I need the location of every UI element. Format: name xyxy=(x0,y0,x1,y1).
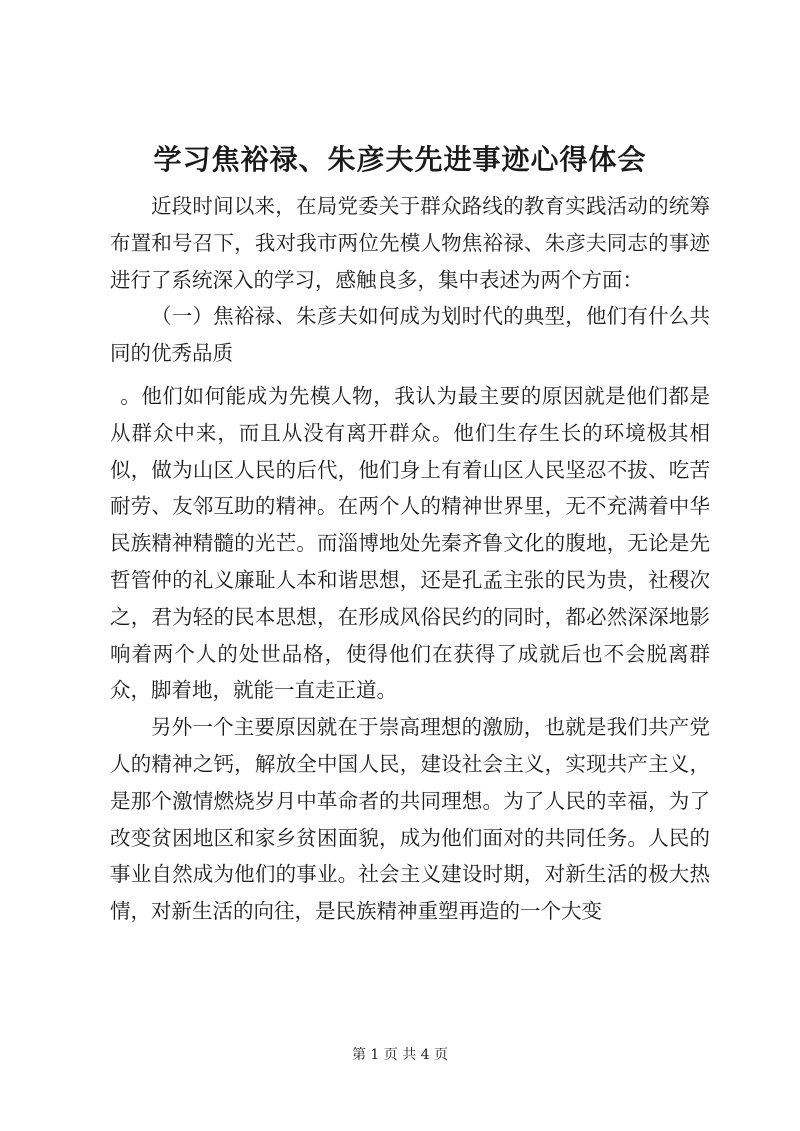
document-body xyxy=(110,188,710,930)
page-footer: 第 1 页 共 4 页 xyxy=(351,1047,449,1063)
paragraph-intro: 近段时间以来，在局党委关于群众路线的教育实践活动的统筹布置和号召下，我对我市两位先模人物焦裕禄、朱彦夫同志的事迹进行了系统深入的学习，感触良多，集中表述为两个方面： xyxy=(110,194,710,292)
paragraph-reason-two: 另外一个主要原因就在于崇高理想的激励，也就是我们共产党人的精神之钙，解放全中国人民，建设社会主义，实现共产主义，是那个激情燃烧岁月中革命者的共同理想。为了人民的幸福，为了改变贫困地区和家乡贫困面貌，成为他们面对的共同任务。人民的事业自然成为他们的事业。社会主义建设时期，对新生活的极大热情，对新生活的向往，是民族精神重塑再造的一个大变 xyxy=(110,715,710,924)
paragraph-section-heading: （一）焦裕禄、朱彦夫如何成为划时代的典型，他们有什么共同的优秀品质 xyxy=(110,304,710,366)
document-title: 学习焦裕禄、朱彦夫先进事迹心得体会 xyxy=(153,143,647,176)
paragraph-reason-one: 。他们如何能成为先模人物，我认为最主要的原因就是他们都是从群众中来，而且从没有离开群众。他们生存生长的环境极其相似，做为山区人民的后代，他们身上有着山区人民坚忍不拔、吃苦耐劳、友邻互助的精神。在两个人的精神世界里，无不充满着中华民族精神精髓的光芒。而淄博地处先秦齐鲁文化的腹地，无论是先哲管仲的礼义廉耻人本和谐思想，还是孔孟主张的民为贵，社稷次之，君为轻的民本思想，在形成风俗民约的同时，都必然深深地影响着两个人的处世品格，使得他们在获得了成就后也不会脱离群众，脚着地，就能一直走正道。 xyxy=(110,383,710,703)
